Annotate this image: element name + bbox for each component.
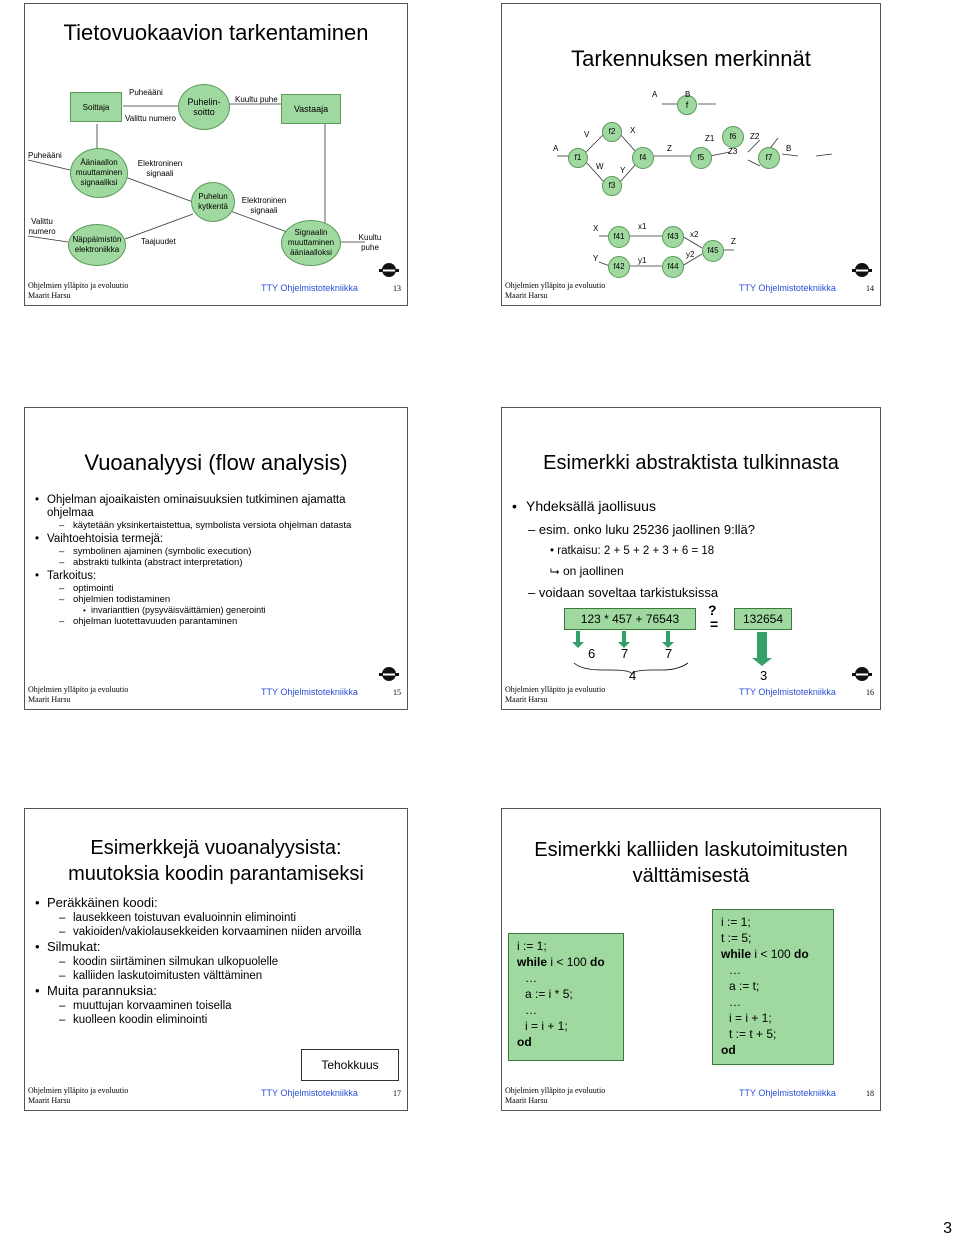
slide-title: Esimerkkejä vuoanalyysista: muutoksia koodin parantamiseksi — [68, 837, 364, 885]
list-item: • Ohjelman ajoaikaisten ominaisuuksien tutkiminen ajamatta ohjelmaa — [35, 494, 385, 520]
label-x1: x1 — [638, 222, 647, 231]
slide-title: Esimerkki abstraktista tulkinnasta — [543, 452, 839, 474]
list-item: – muuttujan korvaaminen toisella — [35, 999, 375, 1013]
label-Y1: Y — [620, 166, 626, 175]
list-item: – symbolinen ajaminen (symbolic execution) — [35, 546, 385, 557]
label-puheaani-left: Puheääni — [28, 151, 62, 160]
node-aaniaallon: Ääniaallon muuttaminen signaaliksi — [70, 148, 128, 198]
node-vastaaja: Vastaaja — [281, 94, 341, 124]
footer-dept: TTY Ohjelmistotekniikka — [739, 1088, 836, 1098]
footer-dept: TTY Ohjelmistotekniikka — [261, 283, 358, 293]
label-Z1b: Z1 — [705, 134, 715, 143]
code-before: i := 1; while i < 100 do … a := i * 5; … i = i + 1; od — [508, 933, 624, 1061]
node-f7: f7 — [758, 147, 780, 169]
label-Z2: Z2 — [750, 132, 760, 141]
label-B-right: B — [786, 144, 792, 153]
node-signaalin: Signaalin muuttaminen ääniaalloksi — [281, 220, 341, 266]
label-Y2: Y — [593, 254, 599, 263]
node-puhelun: Puhelun kytkentä — [191, 182, 235, 222]
slide-title: Vuoanalyysi (flow analysis) — [84, 450, 348, 475]
slide-13 — [24, 3, 408, 306]
list-item: – koodin siirtäminen silmukan ulkopuolelle — [35, 955, 375, 969]
node-f2: f2 — [602, 122, 622, 142]
node-f43: f43 — [662, 226, 684, 248]
label-B-top: B — [685, 90, 691, 99]
node-f6: f6 — [722, 126, 744, 148]
code-after: i := 1; t := 5; while i < 100 do … a := t; … i = i + 1; t := t + 5; od — [712, 909, 834, 1065]
label-W: W — [596, 162, 604, 171]
slide-number: 13 — [393, 284, 401, 293]
label-y1: y1 — [638, 256, 647, 265]
list-item: – ohjelman luotettavuuden parantaminen — [35, 616, 385, 627]
list-item: • Peräkkäinen koodi: — [35, 895, 375, 911]
list-item: – optimointi — [35, 583, 385, 594]
slide-title: Esimerkki kalliiden laskutoimitusten välttämisestä — [534, 839, 848, 887]
slide-number: 14 — [866, 284, 874, 293]
label-elektroninen-2: Elektroninen signaali — [241, 196, 287, 215]
node-f41: f41 — [608, 226, 630, 248]
tty-logo-icon — [852, 261, 872, 279]
list-item: – kalliiden laskutoimitusten välttäminen — [35, 969, 375, 983]
label-X2: X — [593, 224, 599, 233]
footer-course: Ohjelmien ylläpito ja evoluutio Maarit Harsu — [505, 1086, 606, 1105]
slide-15 — [24, 407, 408, 710]
tehokkuus-box: Tehokkuus — [301, 1049, 399, 1081]
label-kuultu-puhe: Kuultu puhe — [235, 95, 278, 104]
label-taajuudet: Taajuudet — [141, 237, 176, 246]
label-x2: x2 — [690, 230, 699, 239]
footer-dept: TTY Ohjelmistotekniikka — [739, 687, 836, 697]
result-box: 132654 — [734, 608, 792, 630]
slide-title: Tietovuokaavion tarkentaminen — [63, 20, 369, 45]
node-f44: f44 — [662, 256, 684, 278]
digit-sum-1: 6 — [588, 646, 596, 661]
list-item: • Tarkoitus: — [35, 570, 385, 583]
sum-right: 3 — [760, 668, 768, 683]
label-kuultu-puhe-right: Kuultu puhe — [358, 233, 382, 252]
bullet-item: • Yhdeksällä jaollisuus — [512, 498, 656, 514]
slide-number: 17 — [393, 1089, 401, 1098]
node-f1: f1 — [568, 148, 588, 168]
tty-logo-icon — [379, 665, 399, 683]
sum-left: 4 — [629, 668, 637, 683]
list-item: • Muita parannuksia: — [35, 983, 375, 999]
list-item: – abstrakti tulkinta (abstract interpretation) — [35, 557, 385, 568]
label-elektroninen-1: Elektroninen signaali — [137, 159, 183, 178]
node-f45: f45 — [702, 240, 724, 262]
label-A-left: A — [553, 144, 559, 153]
sub-sub-item: • ratkaisu: 2 + 5 + 2 + 3 + 6 = 18 — [550, 545, 715, 557]
slide-18 — [501, 808, 881, 1111]
list-item: – lausekkeen toistuvan evaluoinnin eliminointi — [35, 911, 375, 925]
label-A-top: A — [652, 90, 658, 99]
list-item: – käytetään yksinkertaistettua, symbolista versiota ohjelman datasta — [35, 520, 385, 531]
label-Z-out: Z — [731, 237, 736, 246]
question-mark: ? — [708, 602, 717, 618]
slide-number: 16 — [866, 688, 874, 697]
list-item: – kuolleen koodin eliminointi — [35, 1013, 375, 1027]
tty-logo-icon — [852, 665, 872, 683]
node-puhelinsoitto: Puhelin-soitto — [178, 84, 230, 130]
footer-course: Ohjelmien ylläpito ja evoluutio Maarit Harsu — [28, 1086, 129, 1105]
footer-dept: TTY Ohjelmistotekniikka — [261, 1088, 358, 1098]
slide-title: Tarkennuksen merkinnät — [571, 46, 811, 71]
expression-box: 123 * 457 + 76543 — [564, 608, 696, 630]
label-Z3: Z3 — [728, 147, 738, 156]
slide-17 — [24, 808, 408, 1111]
node-nappaimisto: Näppäimistön elektroniikka — [68, 224, 126, 266]
label-Z1: Z — [667, 144, 672, 153]
node-f3: f3 — [602, 176, 622, 196]
slide-14 — [501, 3, 881, 306]
digit-arrows — [502, 408, 882, 711]
label-valittu-numero-left: Valittu numero — [28, 217, 56, 236]
sub-item: – esim. onko luku 25236 jaollinen 9:llä? — [528, 522, 755, 537]
node-f4: f4 — [632, 147, 654, 169]
footer-dept: TTY Ohjelmistotekniikka — [739, 283, 836, 293]
slide-number: 15 — [393, 688, 401, 697]
list-item: • Vaihtoehtoisia termejä: — [35, 533, 385, 546]
bullet-list — [35, 494, 385, 627]
page-number: 3 — [943, 1220, 952, 1237]
bullet-list — [35, 895, 375, 1027]
footer-course: Ohjelmien ylläpito ja evoluutio Maarit Harsu — [28, 281, 129, 300]
sub-sub-item: ⮡ on jaollinen — [550, 564, 624, 578]
equals-sign: = — [710, 616, 719, 632]
footer-dept: TTY Ohjelmistotekniikka — [261, 687, 358, 697]
node-soittaja: Soittaja — [70, 92, 122, 122]
sub-item: – voidaan soveltaa tarkistuksissa — [528, 585, 719, 600]
list-item: • invarianttien (pysyväisväittämien) generointi — [35, 605, 385, 616]
node-f5: f5 — [690, 147, 712, 169]
digit-sum-2: 7 — [621, 646, 629, 661]
label-valittu-numero: Valittu numero — [125, 114, 176, 123]
node-f42: f42 — [608, 256, 630, 278]
footer-course: Ohjelmien ylläpito ja evoluutio Maarit Harsu — [505, 281, 606, 300]
footer-course: Ohjelmien ylläpito ja evoluutio Maarit Harsu — [505, 685, 606, 704]
digit-sum-3: 7 — [665, 646, 673, 661]
label-V: V — [584, 130, 590, 139]
list-item: • Silmukat: — [35, 939, 375, 955]
node-f: f — [677, 95, 697, 115]
label-puheaani: Puheääni — [129, 88, 163, 97]
footer-course: Ohjelmien ylläpito ja evoluutio Maarit Harsu — [28, 685, 129, 704]
label-y2: y2 — [686, 250, 695, 259]
list-item: – ohjelmien todistaminen — [35, 594, 385, 605]
label-X1: X — [630, 126, 636, 135]
list-item: – vakioiden/vakiolausekkeiden korvaaminen niiden arvoilla — [35, 925, 375, 939]
tty-logo-icon — [379, 261, 399, 279]
slide-number: 18 — [866, 1089, 874, 1098]
slide-16 — [501, 407, 881, 710]
